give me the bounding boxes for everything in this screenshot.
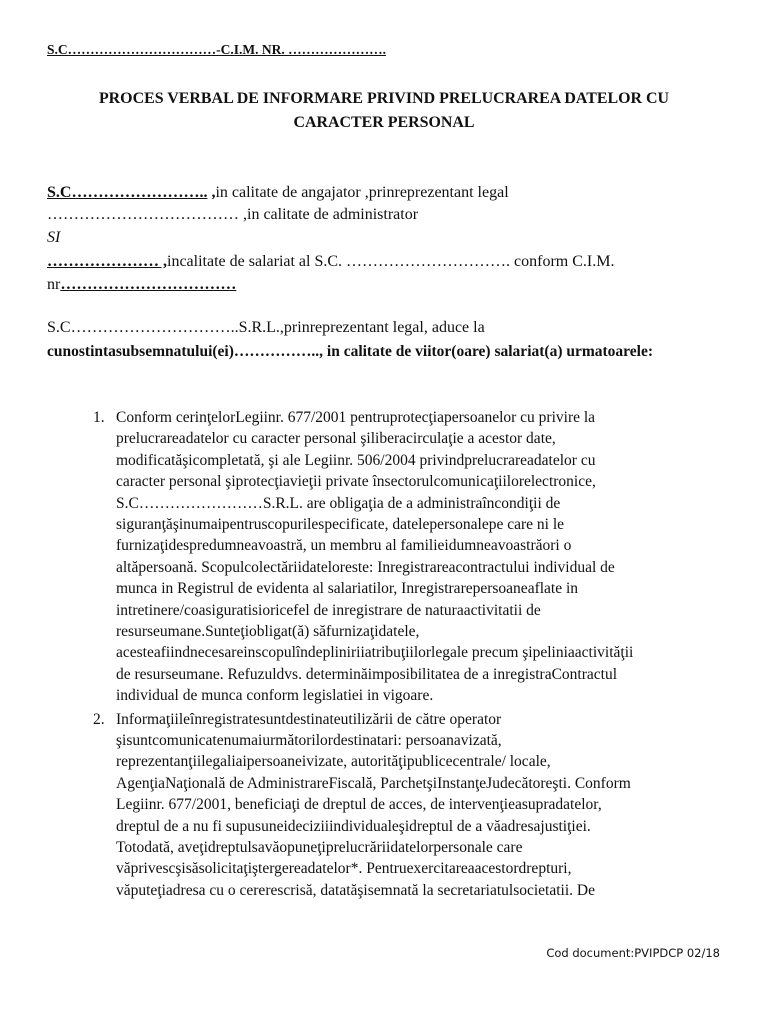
list-item-line: de resurseumane. Refuzuldvs. determinăimposibilitatea de a inregistraContractul [116,665,618,683]
list-item-line: Informaţiileînregistratesuntdestinateutilizării de către operator [116,710,502,728]
list-item-number: 2. [93,710,105,728]
nr-dots: …………………………… [60,276,237,293]
nr-prefix: nr [47,276,61,293]
employee-dots: ………………… , [47,253,167,270]
list-item-line: Legiinr. 677/2001, beneficiaţi de dreptul de acces, de intervenţieasupradatelor, [116,796,602,814]
si-label: SI [47,229,61,246]
employer-label: S.C…………………….. [47,184,208,201]
list-item-line: siguranţăşinumaipentruscopurilespecificate, datelepersonalepe care ni le [116,516,565,533]
list-item-line: modificatăşicompletată, şi ale Legiinr. 506/2004 privindprelucrareadatelor cu [116,451,596,469]
list-item-line: furnizaţidespredumneavoastră, un membru al familieidumneavoastrăori o [116,537,572,555]
document-title-line-2: CARACTER PERSONAL [293,114,475,131]
intro-line-2: cunostintasubsemnatului(ei)…………….., in calitate de viitor(oare) salariat(a) urmatoarele: [47,343,654,360]
list-item-line: intretinere/coasiguratisioricefel de inregistrare de naturaactivitatii de [116,601,541,619]
list-item-line: văprivescşisăsolicitaţiştergereadatelor*. Pentruexercitareaacestordrepturi, [116,860,572,878]
list-item-line: caracter personal şiprotecţiavieţii private însectorulcomunicaţiilorelectronice, [116,473,596,491]
document-title-line-1: PROCES VERBAL DE INFORMARE PRIVIND PRELUCRAREA DATELOR CU [98,90,670,107]
list-item-line: acesteafiindnecesareinscopulîndepliniriiatribuţiilorlegale precum şipeliniaactivităţii [116,644,634,662]
list-item-line: resurseumane.Sunteţiobligat(ă) săfurnizaţidatele, [116,623,420,640]
intro-line-1: S.C…………………………..S.R.L.,prinreprezentant legal, aduce la [47,319,485,336]
list-item-line: dreptul de a nu fi supusuneideciziiindividualeşidreptul de a văadresajustiţiei. [116,817,591,835]
employee-line [47,253,614,271]
document-code: Cod document:PVIPDCP 02/18 [546,946,720,960]
list-item-line: individual de munca conform legislatiei in vigoare. [116,687,434,705]
list-item-line: reprezentanţiilegaliaipersoaneivizate, autorităţipublicecentrale/ locale, [116,753,551,771]
employer-separator: , [211,184,216,201]
list-item-line: Totodată, aveţidreptulsavăopuneţiprelucrăriidatelorpersonale care [116,839,523,856]
list-item-line: S.C……………………S.R.L. are obligaţia de a administraîncondiţii de [116,494,561,512]
list-item-line: şisuntcomunicatenumaiurmătorilordestinatari: persoanavizată, [116,732,502,749]
employer-line [47,184,509,202]
document-header: S.C……………………………-C.I.M. NR. …………………. [47,42,386,57]
employer-text: in calitate de angajator ,prinreprezentant legal [215,184,509,201]
list-item-line: prelucrareadatelor cu caracter personal şiliberacirculaţie a acestor date, [116,430,556,448]
list-item-line: AgenţiaNaţională de AdministrareFiscală, ParchetşiInstanţeJudecătoreşti. Conform [116,774,631,792]
list-item-line: munca in Registrul de evidenta al salariatilor, Inregistrarepersoaneaflate in [116,580,579,598]
list-item-line: altăpersoană. Scopulcolectăriidateloreste: Inregistrareacontractului individual de [116,558,615,576]
list-item-line: văputeţiadresa cu o cererescrisă, datatăşisemnată la secretariatulsocietatii. De [116,881,595,899]
employee-text: incalitate de salariat al S.C. …………………………. conform C.I.M. [167,253,615,270]
list-item-line: Conform cerinţelorLegiinr. 677/2001 pentruprotecţiapersoanelor cu privire la [116,409,596,426]
administrator-line: ……………………………… ,in calitate de administrator [47,206,419,223]
cim-number-line [47,276,236,294]
list-item-number: 1. [93,409,105,426]
